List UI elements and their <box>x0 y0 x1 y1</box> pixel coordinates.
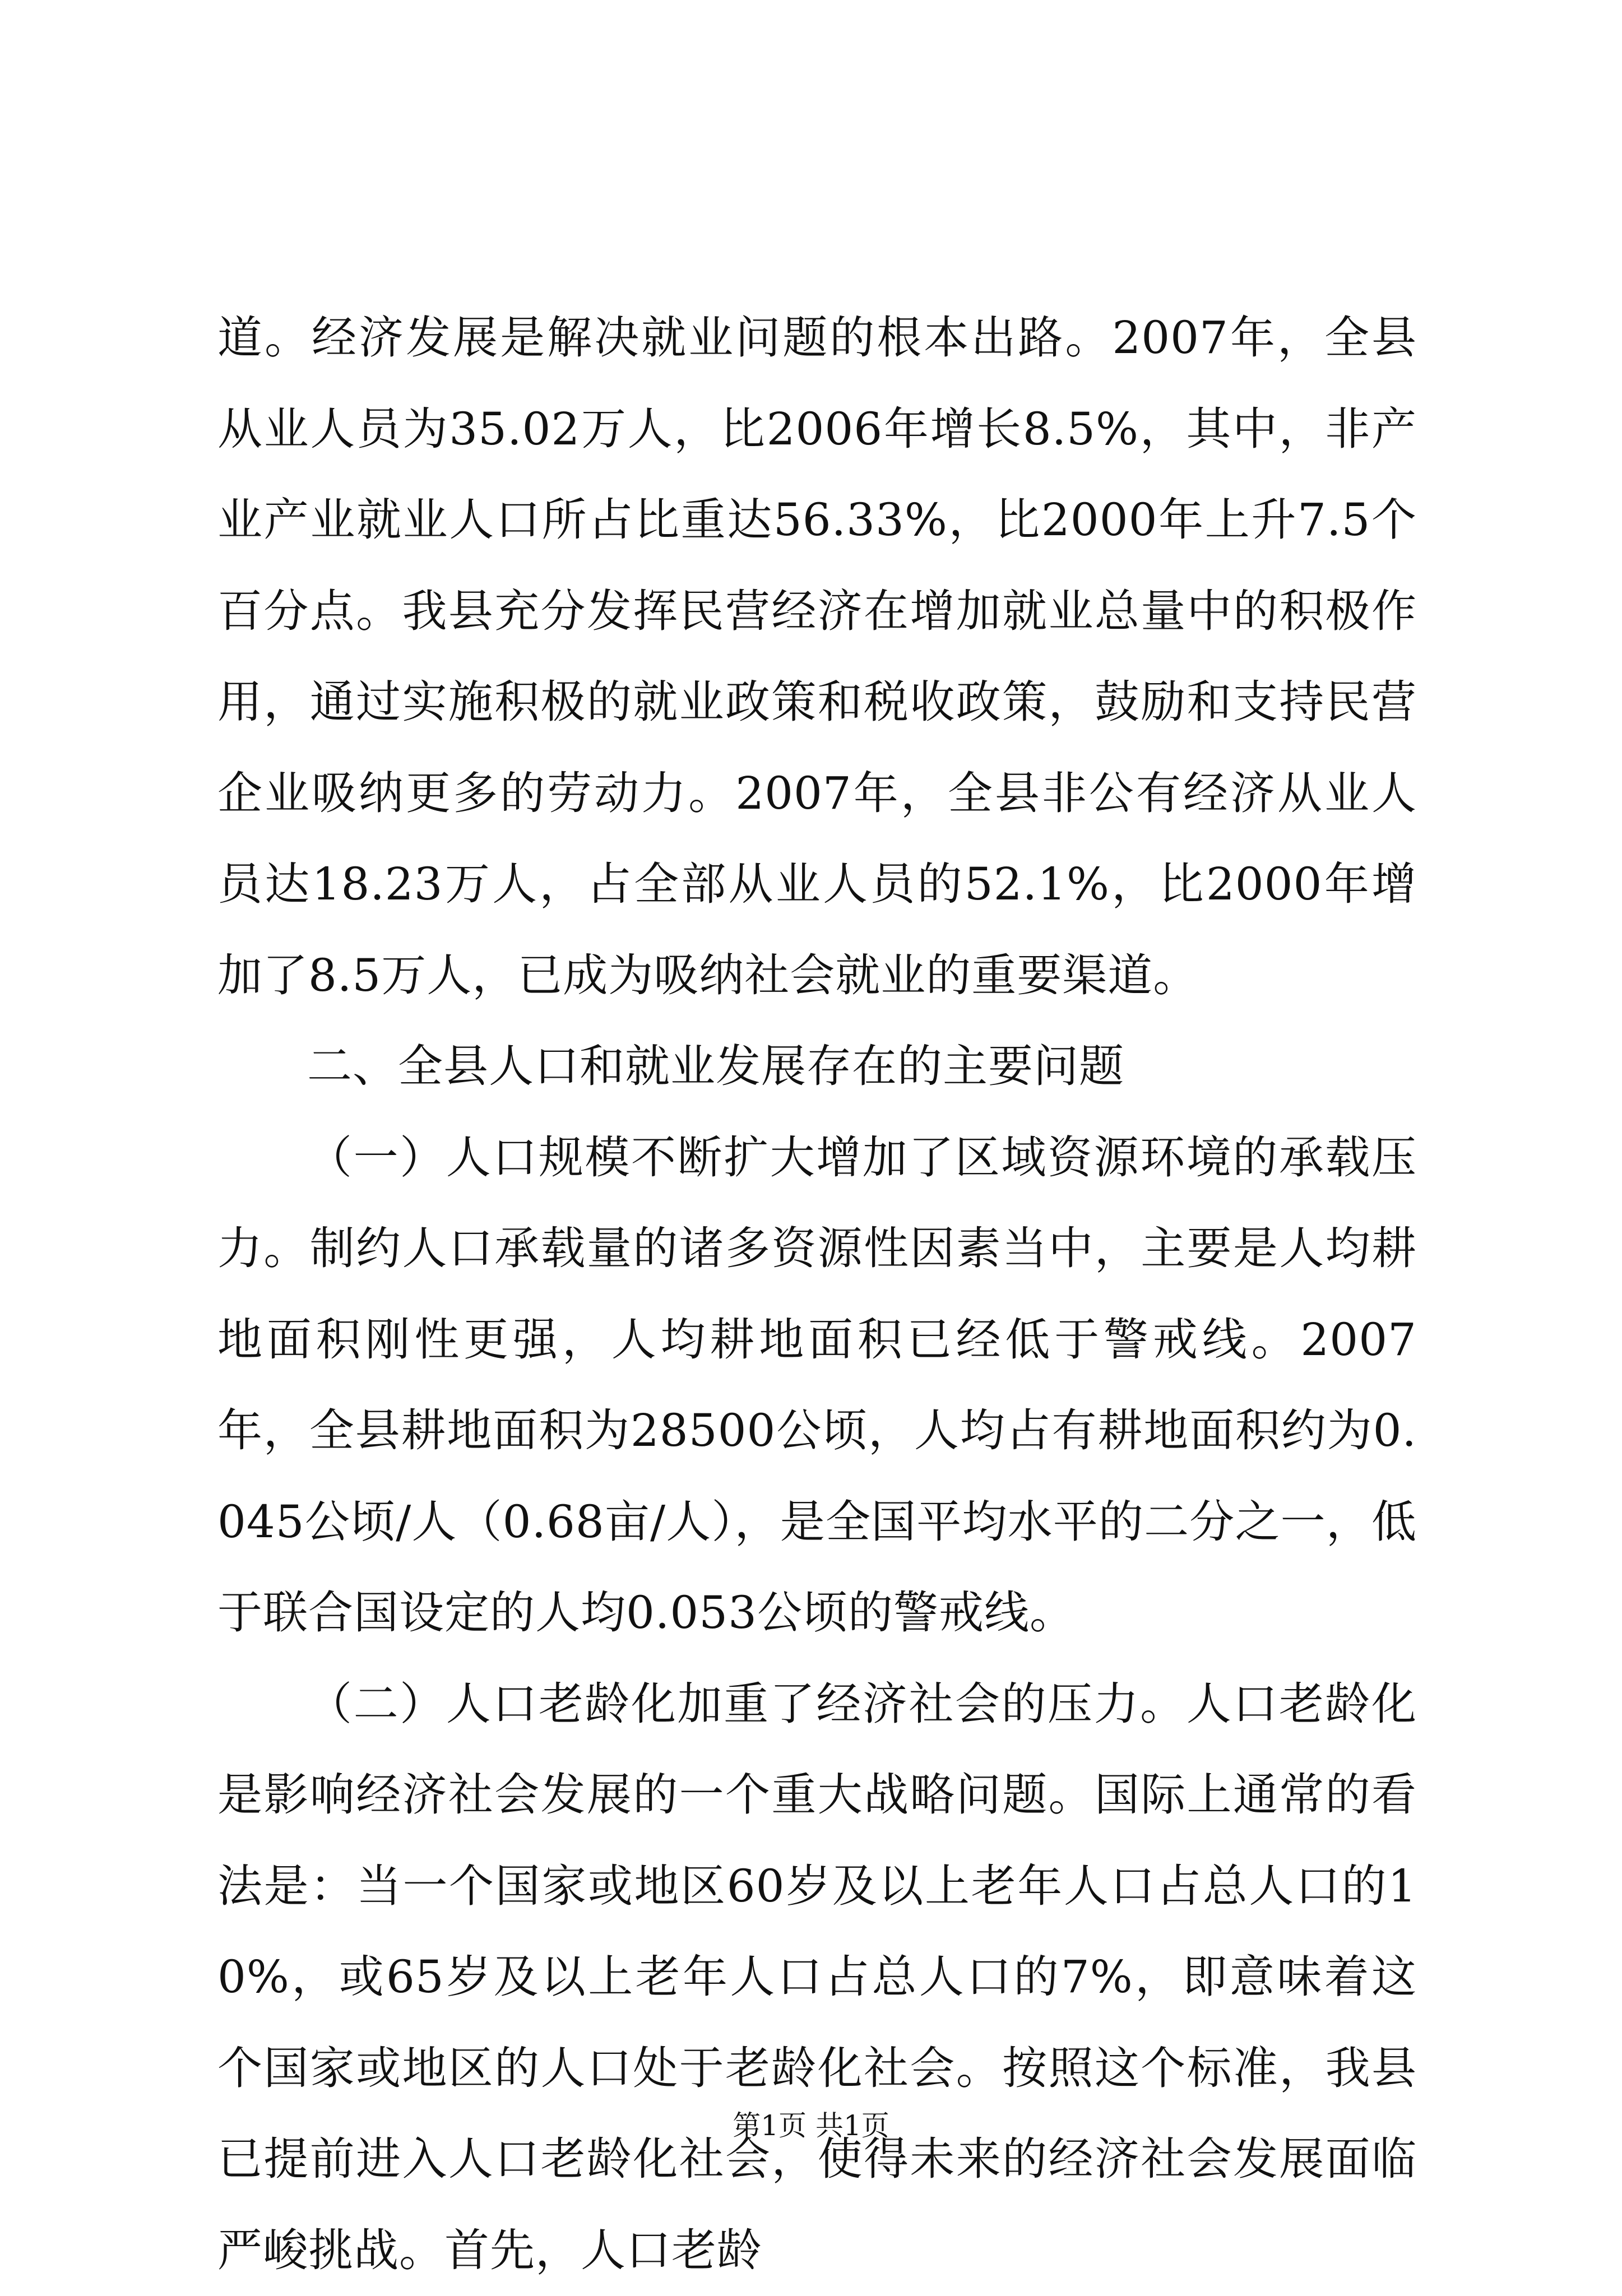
document-body <box>217 293 1417 2296</box>
section-heading: 二、全县人口和就业发展存在的主要问题 <box>217 1021 1417 1112</box>
paragraph-point-two: （二）人口老龄化加重了经济社会的压力。人口老龄化是影响经济社会发展的一个重大战略问题。国际上通常的看法是：当一个国家或地区60岁及以上老年人口占总人口的10%，或65岁及以上老年人口占总人口的7%，即意味着这个国家或地区的人口处于老龄化社会。按照这个标准，我县已提前进入人口老龄化社会，使得未来的经济社会发展面临严峻挑战。首先，人口老龄 <box>217 1659 1417 2296</box>
page-footer: 第1页 共1页 <box>0 2106 1622 2145</box>
paragraph-point-one: （一）人口规模不断扩大增加了区域资源环境的承载压力。制约人口承载量的诸多资源性因素当中，主要是人均耕地面积刚性更强，人均耕地面积已经低于警戒线。2007年，全县耕地面积为28500公顷，人均占有耕地面积约为0.045公顷/人（0.68亩/人），是全国平均水平的二分之一，低于联合国设定的人均0.053公顷的警戒线。 <box>217 1112 1417 1659</box>
paragraph-continuation: 道。经济发展是解决就业问题的根本出路。2007年，全县从业人员为35.02万人，比2006年增长8.5%，其中，非产业产业就业人口所占比重达56.33%，比2000年上升7.5个百分点。我县充分发挥民营经济在增加就业总量中的积极作用，通过实施积极的就业政策和税收政策，鼓励和支持民营企业吸纳更多的劳动力。2007年，全县非公有经济从业人员达18.23万人，占全部从业人员的52.1%，比2000年增加了8.5万人，已成为吸纳社会就业的重要渠道。 <box>217 293 1417 1021</box>
